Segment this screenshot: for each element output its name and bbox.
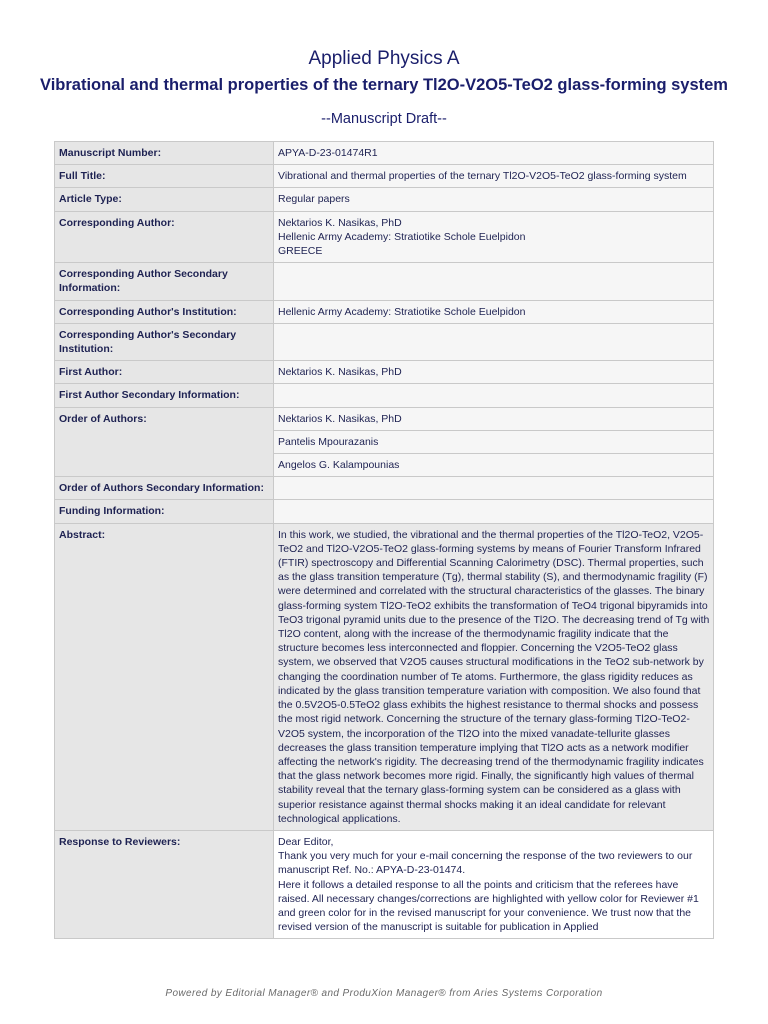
value-order-of-authors-secondary: [274, 477, 714, 500]
value-first-author-secondary: [274, 384, 714, 407]
footer-powered-by: Powered by Editorial Manager® and ProduXion Manager® from Aries Systems Corporation: [165, 988, 603, 999]
response-line: Here it follows a detailed response to all the points and criticism that the referees have raised. All necessary changes/corrections are highlighted with yellow color for Reviewer #1 and green color for in the revised manuscript for your convenience. We trust now that the revised version of the manuscript is suitable for publication in Applied: [278, 878, 699, 934]
journal-name: Applied Physics A: [308, 48, 460, 69]
manuscript-info-table: [54, 141, 714, 939]
row-article-type: [55, 188, 714, 211]
row-abstract: [55, 523, 714, 830]
response-line: Dear Editor,: [278, 835, 334, 848]
row-order-of-authors-secondary: [55, 477, 714, 500]
value-funding: [274, 500, 714, 523]
value-corresponding-author: [274, 211, 714, 263]
label-corresponding-author-secondary: Corresponding Author Secondary Information:: [55, 263, 274, 300]
corresponding-author-name: Nektarios K. Nasikas, PhD: [278, 216, 402, 229]
manuscript-title: Vibrational and thermal properties of the ternary Tl2O-V2O5-TeO2 glass-forming system: [40, 76, 728, 94]
corresponding-author-affiliation: Hellenic Army Academy: Stratiotike Schole Euelpidon: [278, 230, 526, 243]
author-item: Angelos G. Kalampounias: [274, 454, 714, 477]
response-line: Thank you very much for your e-mail concerning the response of the two reviewers to our manuscript Ref. No.: APYA-D-23-01474.: [278, 850, 693, 877]
corresponding-author-country: GREECE: [278, 245, 323, 258]
label-funding: Funding Information:: [55, 500, 274, 523]
value-abstract: In this work, we studied, the vibrational and the thermal properties of the Tl2O-TeO2, V2O5-TeO2 and Tl2O-V2O5-TeO2 glass-forming systems by means of Fourier Transform Infrared (FTIR) spectroscopy and Differential Scanning Calorimetry (DSC). Thermal properties, such as the glass transition temperature (Tg), thermal stability (S), and thermodynamic fragility (F) were determined and correlated with the structural characteristics of the glasses. The binary glass-forming system Tl2O-TeO2 exhibits the transformation of TeO4 trigonal bipyramids into TeO3 trigonal pyramid units due to the presence of the Tl2O. The decreasing trend of Tg with Tl2O content, along with the increase of the thermodynamic fragility indicate that the structure becomes less interconnected and floppier. Concerning the V2O5-TeO2 glass system, we observed that V2O5 causes structural modifications in the TeO2 sub-network by changing the coordination number of Te atoms. Furthermore, the glass rigidity reduces as indicated by the glass transition temperature variation with composition. We also found that the 0.5V2O5-0.5TeO2 glass exhibits the highest resistance to thermal shocks and possess the most rigid network. Concerning the structure of the ternary glass-forming Tl2O-TeO2-V2O5 system, the incorporation of the Tl2O into the mixed vanadate-tellurite glasses decreases the glass transition temperature implying that Tl2O acts as a network modifier affecting the network's rigidity. The decreasing trend of the thermodynamic fragility indicates that the glass network becomes more rigid. Finally, the significantly high values of thermal stability reveal that the ternary glass-forming system can be considered as a glass with superior resistance against thermal shocks making it an ideal candidate for relevant technological applications.: [274, 523, 714, 830]
author-item: Pantelis Mpourazanis: [274, 430, 714, 453]
value-corresponding-author-secondary: [274, 263, 714, 300]
row-corresponding-author-secondary-institution: [55, 323, 714, 360]
label-order-of-authors-secondary: Order of Authors Secondary Information:: [55, 477, 274, 500]
row-response-to-reviewers: [55, 830, 714, 938]
label-first-author: First Author:: [55, 361, 274, 384]
row-order-of-authors: [55, 407, 714, 430]
value-corresponding-author-institution: Hellenic Army Academy: Stratiotike Schole Euelpidon: [274, 300, 714, 323]
value-article-type: Regular papers: [274, 188, 714, 211]
value-full-title: Vibrational and thermal properties of the ternary Tl2O-V2O5-TeO2 glass-forming system: [274, 165, 714, 188]
row-manuscript-number: [55, 142, 714, 165]
value-first-author: Nektarios K. Nasikas, PhD: [274, 361, 714, 384]
label-order-of-authors: Order of Authors:: [55, 407, 274, 477]
label-corresponding-author-institution: Corresponding Author's Institution:: [55, 300, 274, 323]
label-article-type: Article Type:: [55, 188, 274, 211]
manuscript-draft-label: --Manuscript Draft--: [321, 111, 447, 127]
label-response-to-reviewers: Response to Reviewers:: [55, 830, 274, 938]
author-item: Nektarios K. Nasikas, PhD: [274, 407, 714, 430]
label-corresponding-author: Corresponding Author:: [55, 211, 274, 263]
label-corresponding-author-secondary-institution: Corresponding Author's Secondary Institution:: [55, 323, 274, 360]
value-manuscript-number: APYA-D-23-01474R1: [274, 142, 714, 165]
label-first-author-secondary: First Author Secondary Information:: [55, 384, 274, 407]
value-corresponding-author-secondary-institution: [274, 323, 714, 360]
row-corresponding-author-secondary: [55, 263, 714, 300]
label-full-title: Full Title:: [55, 165, 274, 188]
row-funding: [55, 500, 714, 523]
row-first-author-secondary: [55, 384, 714, 407]
row-first-author: [55, 361, 714, 384]
label-manuscript-number: Manuscript Number:: [55, 142, 274, 165]
row-full-title: [55, 165, 714, 188]
value-response-to-reviewers: [274, 830, 714, 938]
row-corresponding-author-institution: [55, 300, 714, 323]
label-abstract: Abstract:: [55, 523, 274, 830]
row-corresponding-author: [55, 211, 714, 263]
